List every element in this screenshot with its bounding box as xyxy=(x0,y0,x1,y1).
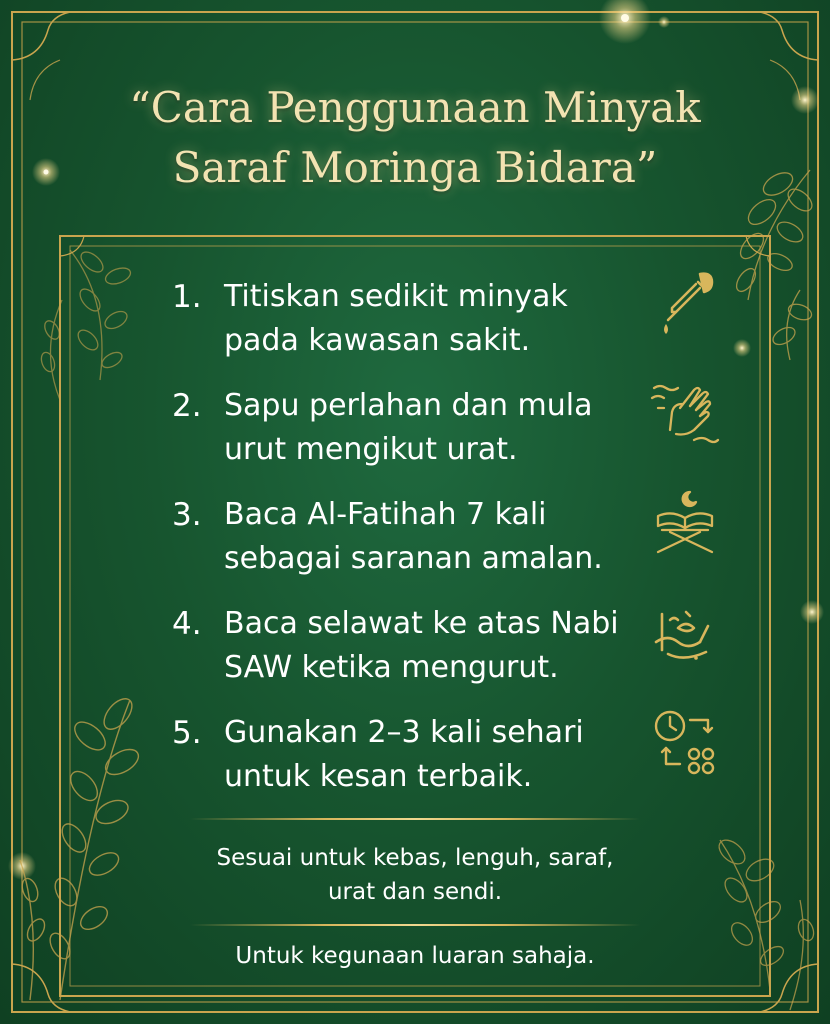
suitability-line-1: Sesuai untuk kebas, lenguh, saraf, xyxy=(216,845,614,871)
title-line-1: “Cara Penggunaan Minyak xyxy=(129,83,701,132)
step-text xyxy=(224,711,654,799)
divider-top xyxy=(190,818,640,820)
disclaimer: Untuk kegunaan luaran sahaja. xyxy=(235,943,595,969)
step-text-line-2: urut mengikut urat. xyxy=(224,432,518,467)
muhammad-calligraphy-icon xyxy=(648,598,718,668)
step-text xyxy=(224,275,654,363)
page-title xyxy=(40,78,790,198)
suitability-line-2: urat dan sendi. xyxy=(327,879,503,905)
step-text-line-1: Baca Al-Fatihah 7 kali xyxy=(224,497,547,532)
step-text-line-1: Titiskan sedikit minyak xyxy=(224,279,568,314)
step-number: 5. xyxy=(172,715,202,751)
step-number: 2. xyxy=(172,388,202,424)
step-5 xyxy=(172,711,642,811)
step-text-line-1: Sapu perlahan dan mula xyxy=(224,388,593,423)
suitability-note xyxy=(150,841,680,909)
hand-massage-icon xyxy=(650,378,720,448)
divider-bottom xyxy=(190,924,640,926)
step-text-line-2: pada kawasan sakit. xyxy=(224,323,531,358)
step-text xyxy=(224,384,654,472)
step-text-line-2: SAW ketika mengurut. xyxy=(224,650,559,685)
quran-stand-icon xyxy=(650,486,720,556)
step-1 xyxy=(172,275,642,375)
step-text xyxy=(224,493,654,581)
step-number: 3. xyxy=(172,497,202,533)
step-text-line-2: sebagai saranan amalan. xyxy=(224,541,603,576)
step-text-line-2: untuk kesan terbaik. xyxy=(224,759,533,794)
step-text xyxy=(224,602,654,690)
step-text-line-1: Gunakan 2–3 kali sehari xyxy=(224,715,584,750)
title-line-2: Saraf Moringa Bidara” xyxy=(172,143,658,192)
step-3 xyxy=(172,493,642,593)
dropper-icon xyxy=(654,268,724,338)
step-text-line-1: Baca selawat ke atas Nabi xyxy=(224,606,619,641)
step-number: 1. xyxy=(172,279,202,315)
clock-cycle-icon xyxy=(650,706,720,776)
step-number: 4. xyxy=(172,606,202,642)
step-2 xyxy=(172,384,642,484)
step-4 xyxy=(172,602,642,702)
